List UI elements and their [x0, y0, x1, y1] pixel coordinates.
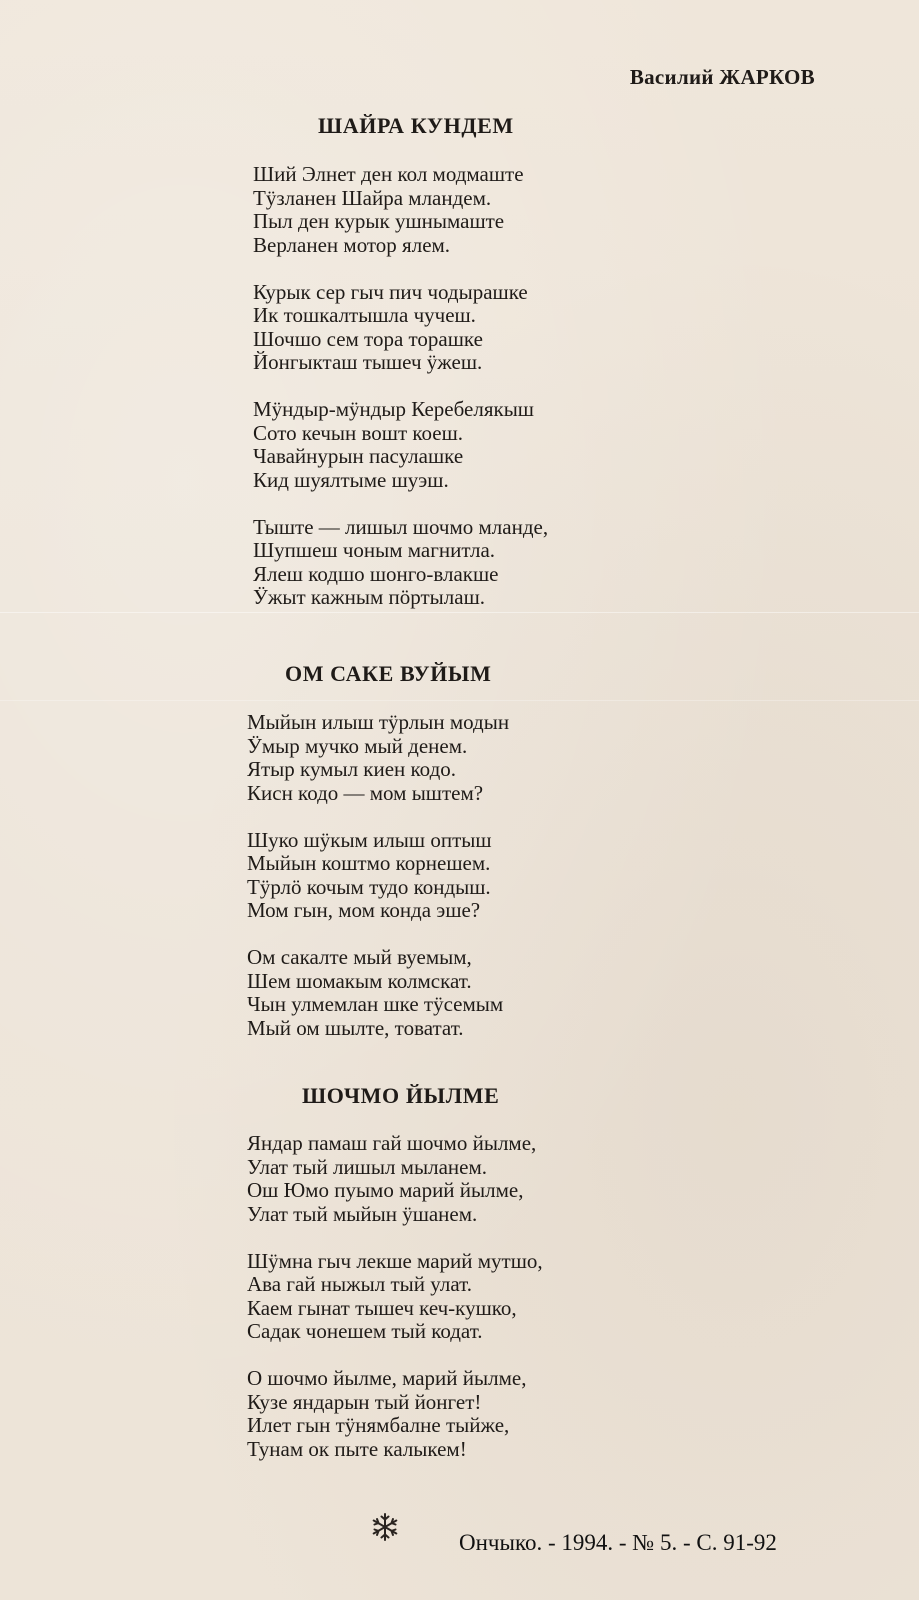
stanza: [253, 398, 548, 492]
verse-line: Сото кечын вошт коеш.: [253, 420, 464, 445]
verse-line: Улат тый мыйын ӱшанем.: [247, 1201, 478, 1226]
author-name: Василий ЖАРКОВ: [629, 65, 815, 89]
poem-title: ШАЙРА КУНДЕМ: [318, 113, 514, 138]
verse-line: Ош Юмо пуымо марий йылме,: [247, 1178, 524, 1202]
verse-line: Мыйын илыш тӱрлын модын: [247, 710, 510, 734]
stanza: [247, 829, 509, 923]
verse-line: Шупшеш чоным магнитла.: [253, 538, 496, 562]
verse-line: Тыште — лишыл шочмо мланде,: [253, 514, 549, 539]
stanza: [247, 946, 509, 1040]
stanza: [247, 711, 509, 805]
verse-line: Шӱмна гыч лекше марий мутшо,: [247, 1248, 543, 1273]
verse-line: Тӱрлӧ кочым тудо кондыш.: [247, 874, 491, 899]
verse-line: Мый ом шылте, товатат.: [247, 1015, 464, 1040]
verse-line: Чавайнурын пасулашке: [253, 444, 464, 468]
verse-line: Йонгыкташ тышеч ӱжеш.: [253, 350, 483, 374]
verse-line: Шем шомакым колмскат.: [247, 968, 472, 993]
poem-body: [247, 1132, 543, 1485]
verse-line: Верланен мотор ялем.: [253, 232, 451, 257]
stanza: [247, 1250, 543, 1344]
poem-body: [247, 711, 509, 1064]
stanza: [247, 1132, 543, 1226]
snowflake-icon: [370, 1512, 400, 1542]
verse-line: Тунам ок пыте калыкем!: [247, 1436, 467, 1461]
verse-line: Яндар памаш гай шочмо йылме,: [247, 1131, 537, 1155]
verse-line: Ӱжыт кажным пӧртылаш.: [253, 585, 485, 609]
verse-line: Ялеш кодшо шонго-влакше: [253, 561, 499, 586]
poem-title: ШОЧМО ЙЫЛМЕ: [302, 1083, 500, 1108]
verse-line: Мӱндыр-мӱндыр Керебелякыш: [253, 397, 534, 421]
source-citation: Ончыко. - 1994. - № 5. - С. 91-92: [459, 1530, 777, 1555]
verse-line: Мом гын, мом конда эше?: [247, 898, 481, 922]
verse-line: Ик тошкалтышла чучеш.: [253, 303, 476, 327]
verse-line: Ава гай ныжыл тый улат.: [247, 1272, 472, 1296]
verse-line: О шочмо йылме, марий йылме,: [247, 1366, 527, 1390]
verse-line: Ӱмыр мучко мый денем.: [247, 733, 468, 758]
verse-line: Каем гынат тышеч кеч-кушко,: [247, 1295, 517, 1320]
verse-line: Пыл ден курык ушнымаште: [253, 209, 505, 233]
verse-line: Шочшо сем тора торашке: [253, 326, 483, 351]
stanza: [247, 1367, 543, 1461]
verse-line: Шуко шӱкым илыш оптыш: [247, 827, 492, 852]
verse-line: Ом сакалте мый вуемым,: [247, 945, 472, 969]
verse-line: Курык сер гыч пич чодырашке: [253, 279, 528, 304]
verse-line: Чын улмемлан шке тӱсемым: [247, 992, 504, 1016]
stanza: [253, 516, 548, 610]
verse-line: Садак чонешем тый кодат.: [247, 1319, 483, 1343]
verse-line: Кузе яндарын тый йонгет!: [247, 1389, 482, 1414]
poem-title: ОМ САКЕ ВУЙЫМ: [285, 661, 492, 686]
verse-line: Кисн кодо — мом ыштем?: [247, 780, 484, 805]
verse-line: Ший Элнет ден кол модмаште: [253, 162, 524, 186]
stanza: [253, 281, 548, 375]
verse-line: Кид шуялтыме шуэш.: [253, 467, 449, 492]
stanza: [253, 163, 548, 257]
verse-line: Илет гын тӱнямбалне тыйже,: [247, 1413, 510, 1437]
poem-body: [253, 163, 548, 633]
verse-line: Мыйын коштмо корнешем.: [247, 851, 491, 875]
verse-line: Улат тый лишыл мыланем.: [247, 1154, 487, 1179]
verse-line: Тӱзланен Шайра млaндем.: [253, 185, 492, 210]
verse-line: Ятыр кумыл киен кодо.: [247, 757, 457, 781]
